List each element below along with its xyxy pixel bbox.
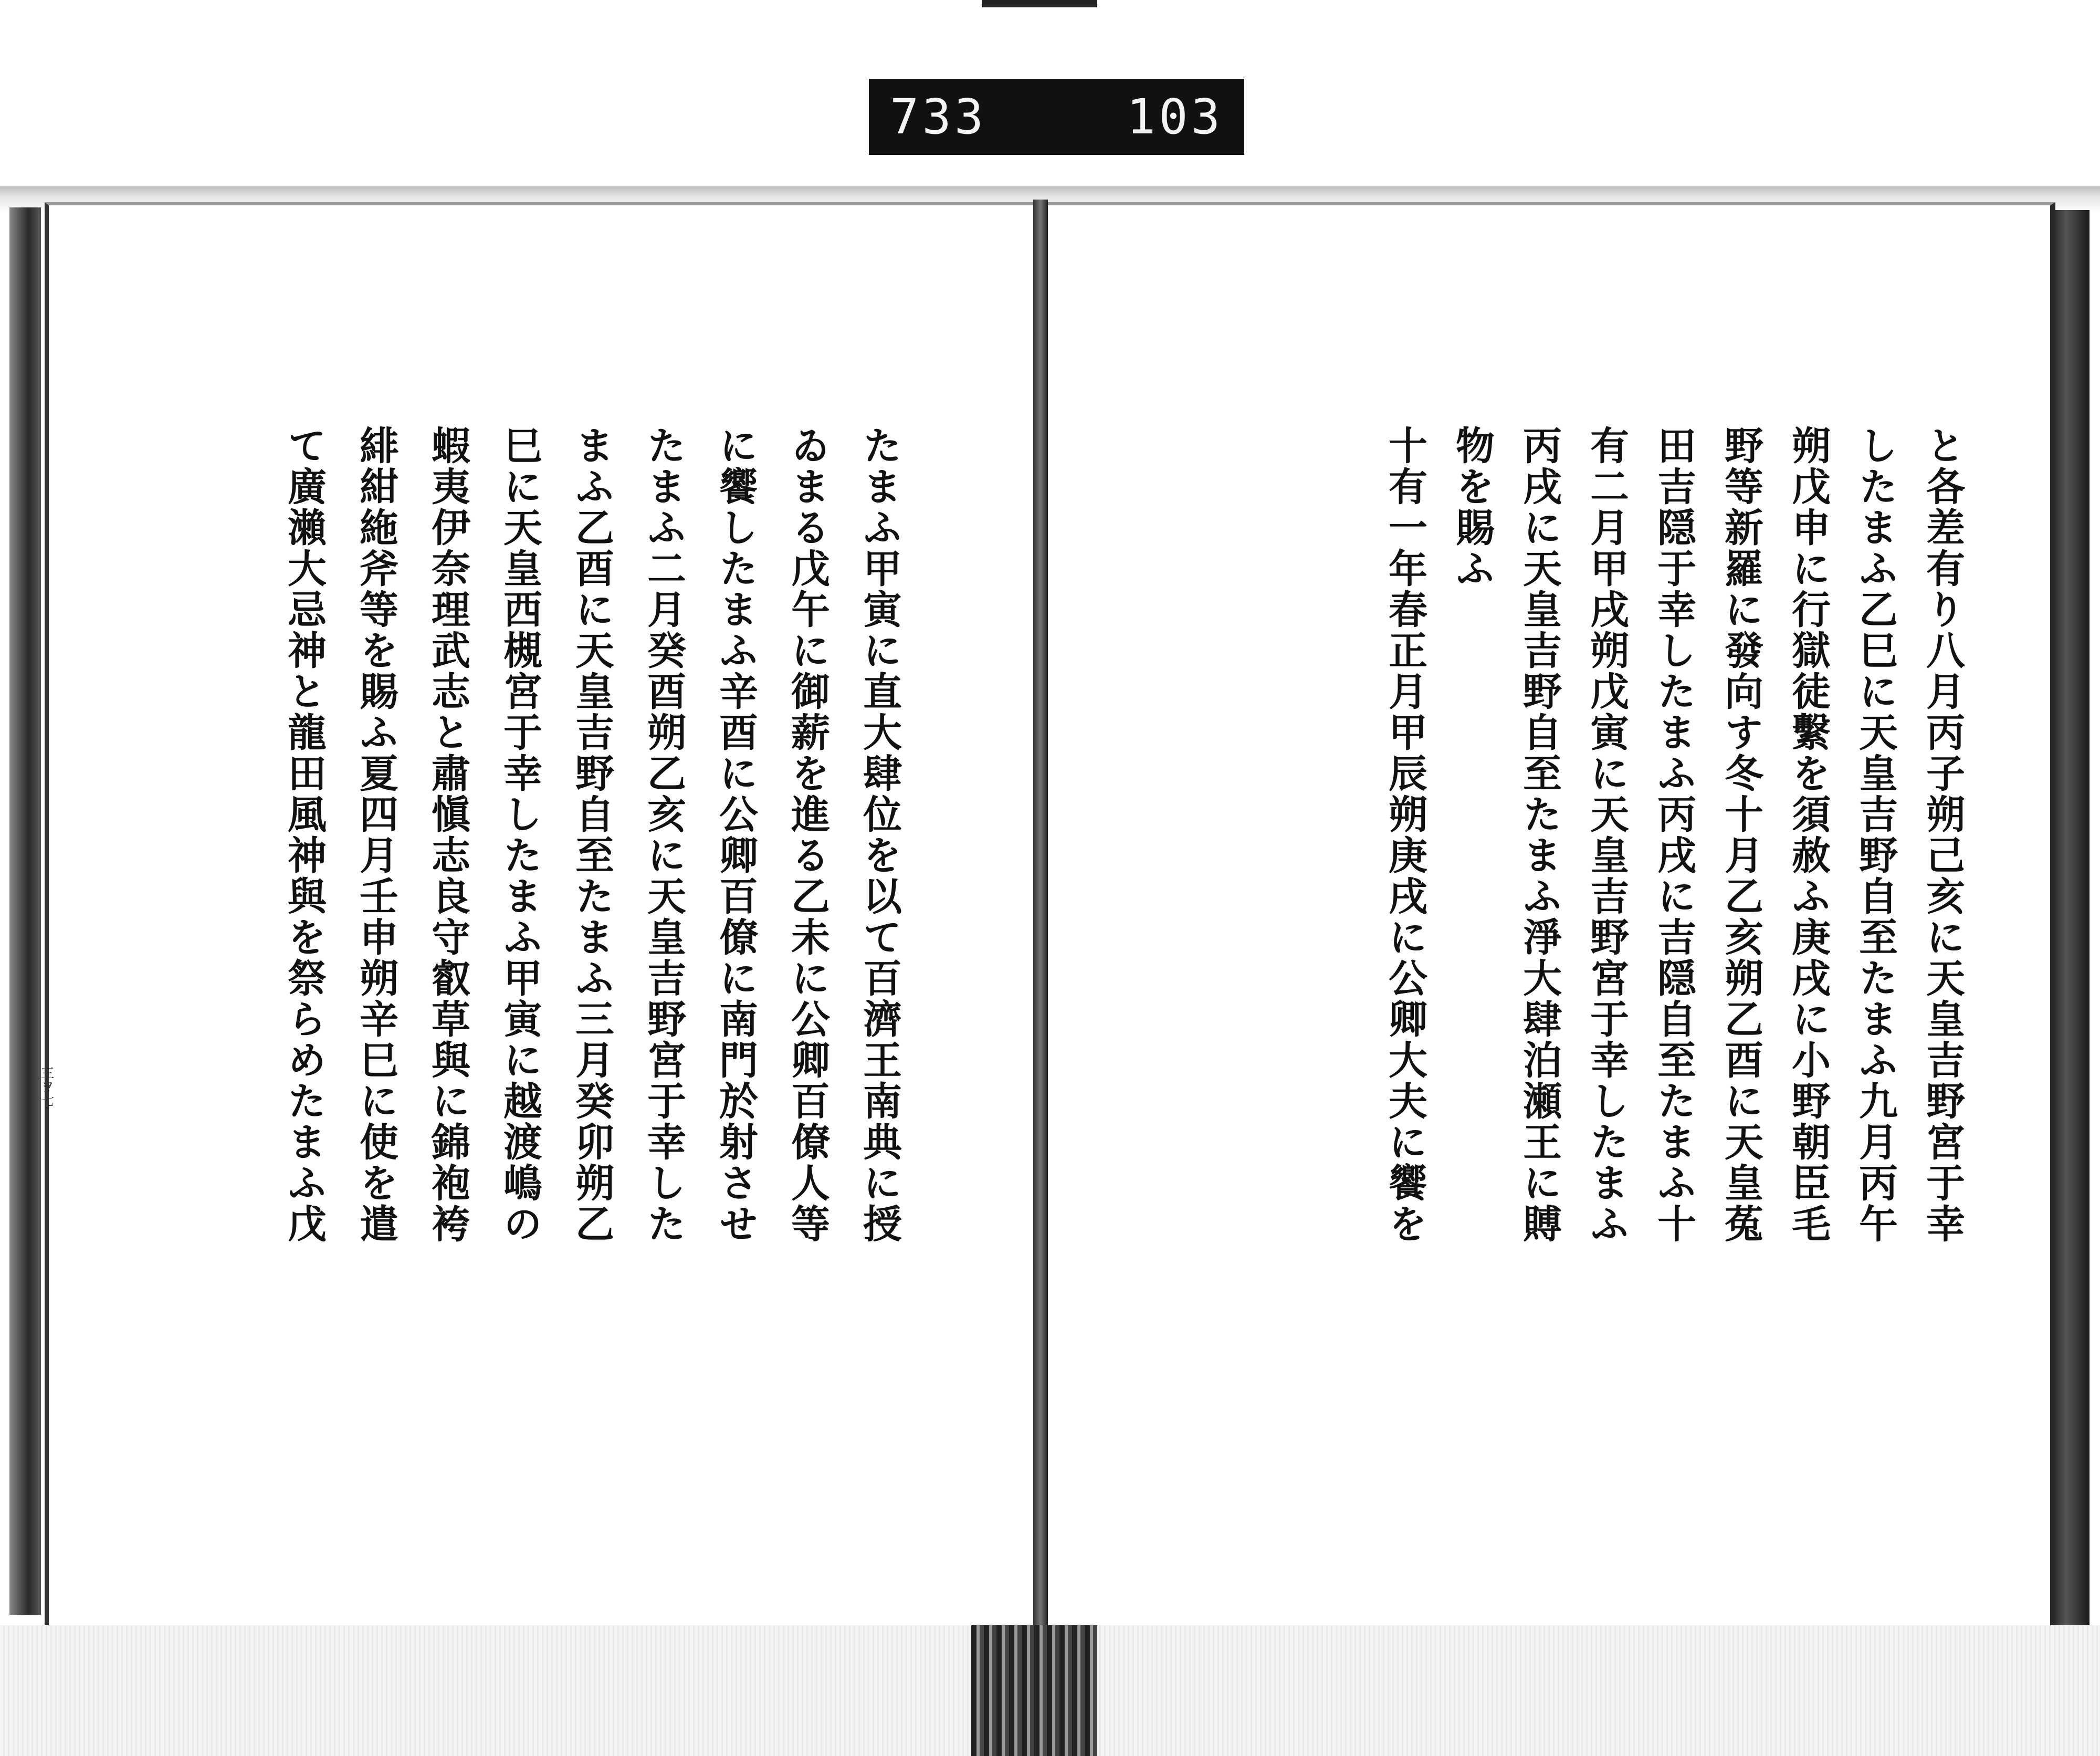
text-column: 朔戊申に行獄徒繫を須赦ふ庚戌に小野朝臣毛 (1786, 425, 1831, 1245)
text-column: 十有一年春正月甲辰朔庚戌に公卿大夫に饗を (1382, 425, 1427, 1245)
text-column: たまふ二月癸酉朔乙亥に天皇吉野宮于幸した (641, 425, 686, 1245)
text-column: 蝦夷伊奈理武志と肅愼志良守叡草與に錦袍袴 (425, 425, 470, 1245)
text-column: 有二月甲戌朔戊寅に天皇吉野宮于幸したまふ (1584, 425, 1629, 1245)
text-column: て廣瀨大忌神と龍田風神與を祭らめたまふ戊 (281, 425, 327, 1245)
frame-number: 103 (1126, 89, 1223, 145)
book-gutter (1033, 200, 1048, 1638)
book-edge-right (2050, 210, 2090, 1628)
text-column: 巳に天皇西槻宮于幸したまふ甲寅に越渡嶋の (497, 425, 542, 1245)
text-column: 物を賜ふ (1450, 425, 1495, 589)
left-page-text (97, 425, 916, 1502)
text-column: と各差有り八月丙子朔己亥に天皇吉野宮于幸 (1920, 425, 1965, 1245)
book-edge-left (9, 207, 41, 1615)
text-column: 丙戌に天皇吉野自至たまふ淨大肆泊瀬王に賻 (1517, 425, 1562, 1245)
text-column: 緋紺絁斧等を賜ふ夏四月壬申朔辛巳に使を遣 (353, 425, 398, 1245)
microfilm-reel-label (869, 79, 1244, 155)
text-column: ゐまる戊午に御薪を進る乙未に公卿百僚人等 (785, 425, 830, 1245)
text-column: に饗したまふ辛酉に公卿百僚に南門於射させ (713, 425, 758, 1245)
text-column: まふ乙酉に天皇吉野自至たまふ三月癸卯朔乙 (569, 425, 614, 1245)
film-top-tab (982, 0, 1097, 7)
reel-number: 733 (890, 89, 987, 145)
text-column: したまふ乙巳に天皇吉野自至たまふ九月丙午 (1853, 425, 1898, 1245)
book-spine-bottom (971, 1625, 1097, 1756)
text-column: たまふ甲寅に直大肆位を以て百濟王南典に授 (857, 425, 902, 1245)
text-column: 野等新羅に發向す冬十月乙亥朔乙酉に天皇菟 (1718, 425, 1763, 1245)
text-column: 田吉隠于幸したまふ丙戌に吉隠自至たまふ十 (1651, 425, 1696, 1245)
right-page-text (1181, 425, 1979, 1502)
page-number-mark: 三ヲ七 (38, 1066, 54, 1107)
